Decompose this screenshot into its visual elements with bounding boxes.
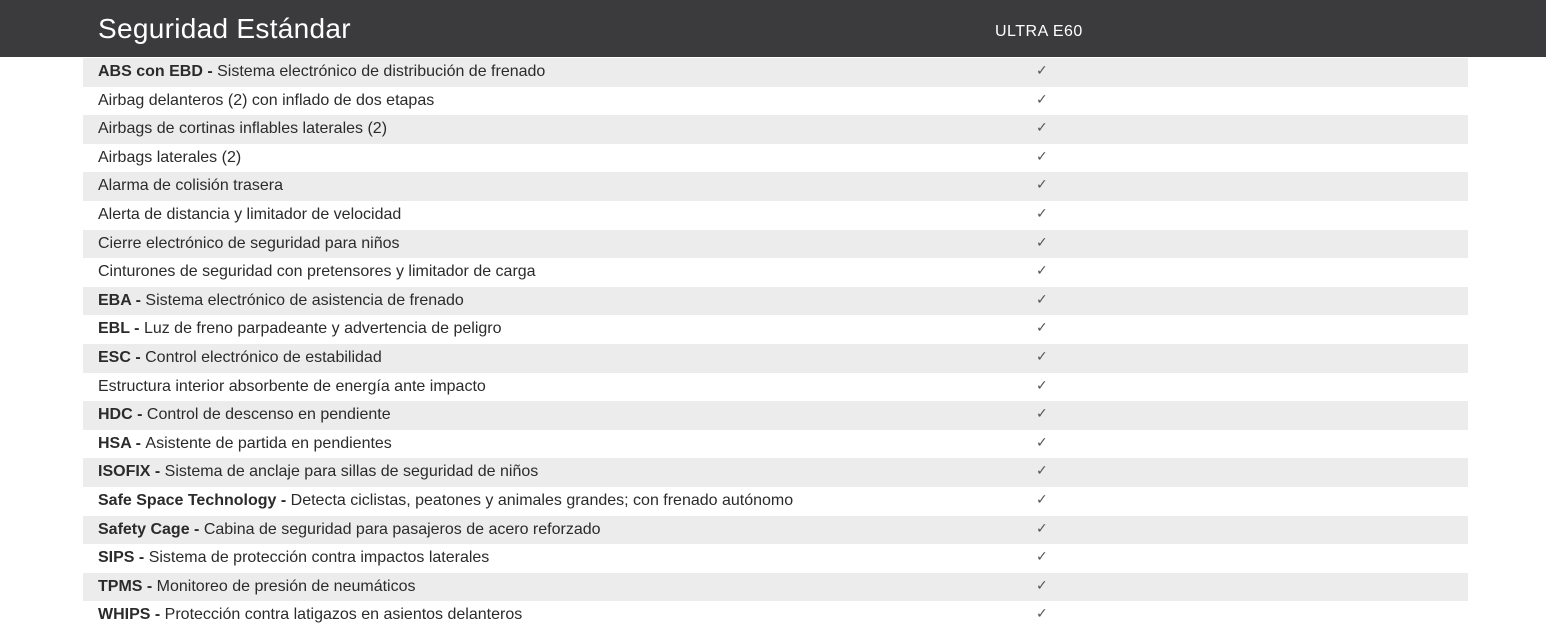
feature-label bbox=[98, 58, 545, 87]
feature-description: Control electrónico de estabilidad bbox=[145, 348, 382, 366]
table-row bbox=[83, 344, 1468, 373]
table-row bbox=[83, 201, 1468, 230]
check-icon: ✓ bbox=[1036, 205, 1048, 222]
check-icon: ✓ bbox=[1036, 63, 1048, 79]
table-row bbox=[83, 601, 1468, 630]
feature-code: ISOFIX - bbox=[98, 463, 165, 481]
feature-label bbox=[98, 373, 486, 402]
feature-code: ESC - bbox=[98, 348, 146, 366]
feature-description: Detecta ciclistas, peatones y animales grandes; con frenado autónomo bbox=[290, 491, 794, 509]
feature-description: Luz de freno parpadeante y advertencia de peligro bbox=[143, 320, 502, 338]
check-icon: ✓ bbox=[1036, 377, 1048, 394]
table-row bbox=[83, 258, 1468, 287]
check-icon: ✓ bbox=[1036, 234, 1048, 251]
feature-description: Airbags laterales (2) bbox=[98, 148, 242, 166]
table-row bbox=[83, 544, 1468, 573]
feature-code: Safe Space Technology - bbox=[98, 491, 291, 509]
feature-description: Sistema de anclaje para sillas de seguridad de niños bbox=[164, 463, 539, 481]
check-icon: ✓ bbox=[1036, 577, 1048, 594]
feature-label bbox=[98, 458, 538, 487]
feature-description: Alarma de colisión trasera bbox=[98, 177, 283, 195]
feature-description: Control de descenso en pendiente bbox=[146, 406, 391, 424]
feature-description: Sistema electrónico de asistencia de frenado bbox=[145, 291, 464, 309]
feature-description: Alerta de distancia y limitador de velocidad bbox=[98, 205, 402, 223]
feature-label bbox=[98, 87, 434, 116]
table-row bbox=[83, 373, 1468, 402]
feature-code: SIPS - bbox=[98, 549, 149, 567]
check-icon: ✓ bbox=[1036, 263, 1048, 280]
feature-description: Asistente de partida en pendientes bbox=[145, 434, 392, 452]
check-icon: ✓ bbox=[1036, 91, 1048, 108]
feature-description: Protección contra latigazos en asientos delanteros bbox=[164, 606, 523, 624]
feature-label bbox=[98, 172, 283, 201]
feature-description: Airbags de cortinas inflables laterales (2) bbox=[98, 120, 388, 138]
table-row bbox=[83, 573, 1468, 602]
check-icon: ✓ bbox=[1036, 291, 1048, 308]
check-icon: ✓ bbox=[1036, 348, 1048, 365]
feature-label bbox=[98, 258, 536, 287]
feature-label bbox=[98, 573, 416, 602]
feature-description: Sistema de protección contra impactos laterales bbox=[148, 549, 490, 567]
feature-label bbox=[98, 230, 400, 259]
check-icon: ✓ bbox=[1036, 491, 1048, 508]
table-row bbox=[83, 58, 1468, 87]
table-row bbox=[83, 115, 1468, 144]
feature-description: Cierre electrónico de seguridad para niños bbox=[98, 234, 400, 252]
feature-code: ABS con EBD - bbox=[98, 63, 218, 80]
table-row bbox=[83, 430, 1468, 459]
feature-label bbox=[98, 430, 392, 459]
check-icon: ✓ bbox=[1036, 434, 1048, 451]
feature-label bbox=[98, 115, 387, 144]
feature-description: Cinturones de seguridad con pretensores y limitador de carga bbox=[98, 263, 536, 281]
feature-code: EBL - bbox=[98, 320, 144, 338]
feature-label bbox=[98, 287, 464, 316]
table-row bbox=[83, 315, 1468, 344]
feature-description: Sistema electrónico de distribución de frenado bbox=[217, 63, 546, 80]
feature-description: Estructura interior absorbente de energía ante impacto bbox=[98, 377, 486, 395]
feature-label bbox=[98, 344, 382, 373]
feature-label bbox=[98, 601, 522, 630]
model-column-header: ULTRA E60 bbox=[995, 23, 1083, 40]
feature-code: HSA - bbox=[98, 434, 146, 452]
feature-code: EBA - bbox=[98, 291, 146, 309]
check-icon: ✓ bbox=[1036, 177, 1048, 194]
check-icon: ✓ bbox=[1036, 406, 1048, 423]
table-row bbox=[83, 230, 1468, 259]
feature-label bbox=[98, 544, 489, 573]
feature-label bbox=[98, 315, 502, 344]
feature-description: Airbag delanteros (2) con inflado de dos etapas bbox=[98, 91, 435, 109]
check-icon: ✓ bbox=[1036, 463, 1048, 480]
feature-label bbox=[98, 401, 391, 430]
check-icon: ✓ bbox=[1036, 520, 1048, 537]
feature-description: Cabina de seguridad para pasajeros de acero reforzado bbox=[203, 520, 601, 538]
table-row bbox=[83, 172, 1468, 201]
table-row bbox=[83, 144, 1468, 173]
check-icon: ✓ bbox=[1036, 606, 1048, 623]
table-row bbox=[83, 516, 1468, 545]
check-icon: ✓ bbox=[1036, 549, 1048, 566]
feature-label bbox=[98, 144, 241, 173]
feature-label bbox=[98, 487, 793, 516]
table-row bbox=[83, 287, 1468, 316]
feature-description: Monitoreo de presión de neumáticos bbox=[156, 577, 416, 595]
table-row bbox=[83, 401, 1468, 430]
features-table bbox=[83, 58, 1468, 630]
feature-label bbox=[98, 201, 401, 230]
check-icon: ✓ bbox=[1036, 320, 1048, 337]
table-row bbox=[83, 458, 1468, 487]
feature-code: TPMS - bbox=[98, 577, 157, 595]
feature-code: WHIPS - bbox=[98, 606, 165, 624]
check-icon: ✓ bbox=[1036, 120, 1048, 137]
feature-code: Safety Cage - bbox=[98, 520, 204, 538]
table-header bbox=[0, 0, 1546, 57]
table-row bbox=[83, 487, 1468, 516]
feature-code: HDC - bbox=[98, 406, 147, 424]
feature-label bbox=[98, 516, 601, 545]
section-title: Seguridad Estándar bbox=[98, 13, 351, 44]
table-row bbox=[83, 87, 1468, 116]
check-icon: ✓ bbox=[1036, 148, 1048, 165]
